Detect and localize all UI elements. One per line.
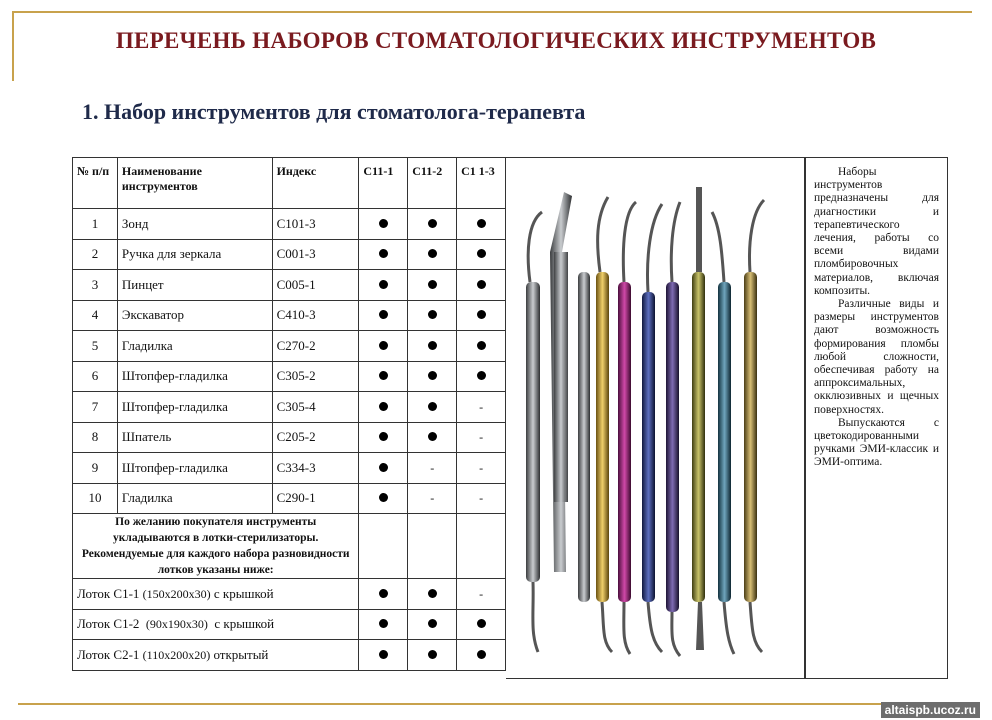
tray-label: Лоток С1-1 [77,585,143,601]
header-index: Индекс [272,158,359,209]
set-included-dot-icon [379,493,388,502]
cell-set-3 [457,300,506,331]
tray-set-1 [359,609,408,640]
set-included-dot-icon [477,280,486,289]
tray-type: открытый [210,646,269,662]
set-excluded-dash: - [479,430,484,445]
cell-set-3 [457,270,506,301]
cell-num: 10 [73,483,118,514]
set-excluded-dash: - [479,460,484,475]
cell-index: С305-2 [272,361,359,392]
table-row [73,483,506,514]
cell-set-2 [408,209,457,240]
cell-set-2 [408,483,457,514]
header-set-3: С1 1-3 [457,158,506,209]
cell-name: Экскаватор [117,300,272,331]
set-included-dot-icon [428,371,437,380]
set-included-dot-icon [379,619,388,628]
cell-num: 2 [73,239,118,270]
cell-name: Штопфер-гладилка [117,453,272,484]
cell-set-3 [457,239,506,270]
tray-row [73,640,506,671]
cell-set-1 [359,422,408,453]
table-row [73,300,506,331]
cell-index: С001-3 [272,239,359,270]
set-included-dot-icon [428,341,437,350]
header-set-1: С11-1 [359,158,408,209]
instrument-blue [642,204,662,652]
cell-num: 5 [73,331,118,362]
instrument-tweezers [550,192,572,572]
description-paragraph-3: Выпускаются с цветокодированными ручками ЭМИ-классик и ЭМИ-оптима. [814,416,939,469]
cell-index: С205-2 [272,422,359,453]
set-included-dot-icon [379,650,388,659]
cell-name: Пинцет [117,270,272,301]
cell-set-1 [359,270,408,301]
tray-note: По желанию покупателя инструменты укладываются в лотки-стерилизаторы. Рекомендуемые для каждого набора разновидности лотков указаны ниже: [73,514,359,579]
set-included-dot-icon [477,219,486,228]
table-row [73,331,506,362]
cell-set-3 [457,209,506,240]
note-empty-cell [408,514,457,579]
set-included-dot-icon [428,589,437,598]
cell-name: Шпатель [117,422,272,453]
cell-set-2 [408,270,457,301]
instrument-mirror-handle [578,272,590,602]
section-subtitle: 1. Набор инструментов для стоматолога-терапевта [82,99,586,124]
cell-num: 3 [73,270,118,301]
instrument-olive-spatula [692,187,705,650]
set-excluded-dash: - [479,399,484,414]
cell-name: Гладилка [117,483,272,514]
tray-type: с крышкой [207,616,275,632]
cell-set-3 [457,361,506,392]
cell-num: 4 [73,300,118,331]
cell-set-3 [457,331,506,362]
set-included-dot-icon [379,310,388,319]
header-name: Наименование инструментов [117,158,272,209]
tray-set-3 [457,609,506,640]
site-watermark: altaispb.ucoz.ru [881,702,980,718]
cell-index: С270-2 [272,331,359,362]
set-included-dot-icon [379,589,388,598]
set-included-dot-icon [477,371,486,380]
tray-set-1 [359,640,408,671]
set-included-dot-icon [428,402,437,411]
table-header-row [73,158,506,209]
set-included-dot-icon [428,219,437,228]
table-row [73,361,506,392]
cell-index: С334-3 [272,453,359,484]
cell-index: С305-4 [272,392,359,423]
instrument-probe [526,212,542,652]
cell-index: С101-3 [272,209,359,240]
cell-set-3 [457,483,506,514]
set-included-dot-icon [428,249,437,258]
frame-top-line [12,11,972,13]
set-included-dot-icon [379,432,388,441]
note-empty-cell [359,514,408,579]
cell-set-1 [359,361,408,392]
cell-name: Ручка для зеркала [117,239,272,270]
table-row [73,392,506,423]
set-included-dot-icon [477,650,486,659]
tray-set-2 [408,609,457,640]
set-included-dot-icon [379,371,388,380]
tray-label: Лоток С1-2 [77,616,146,632]
cell-num: 1 [73,209,118,240]
instrument-magenta [618,202,636,654]
set-included-dot-icon [428,619,437,628]
set-included-dot-icon [428,650,437,659]
set-excluded-dash: - [430,491,435,506]
set-included-dot-icon [428,310,437,319]
cell-num: 6 [73,361,118,392]
tray-name [73,609,359,640]
table-row [73,239,506,270]
cell-num: 8 [73,422,118,453]
set-included-dot-icon [379,402,388,411]
table-row [73,209,506,240]
cell-set-2 [408,361,457,392]
instrument-tan [744,200,764,652]
tray-type: с крышкой [210,585,274,601]
instruments-rows [73,209,506,671]
instruments-table [72,157,506,671]
set-included-dot-icon [477,341,486,350]
cell-set-2 [408,239,457,270]
tray-set-1 [359,579,408,610]
tray-dimensions: (110х200х20) [142,647,211,662]
tray-name [73,640,359,671]
header-set-2: С11-2 [408,158,457,209]
page-title: ПЕРЕЧЕНЬ НАБОРОВ СТОМАТОЛОГИЧЕСКИХ ИНСТРУМЕНТОВ [115,28,877,53]
cell-name: Штопфер-гладилка [117,361,272,392]
frame-bottom-line [18,703,972,705]
cell-set-2 [408,453,457,484]
cell-index: С410-3 [272,300,359,331]
tray-set-2 [408,579,457,610]
set-included-dot-icon [428,432,437,441]
tray-set-3 [457,579,506,610]
cell-set-1 [359,483,408,514]
instrument-purple [666,202,680,656]
set-excluded-dash: - [479,586,484,601]
cell-name: Гладилка [117,331,272,362]
instrument-teal [712,212,734,654]
tray-dimensions: (150х200х30) [142,586,211,601]
set-included-dot-icon [379,341,388,350]
tray-set-2 [408,640,457,671]
table-row [73,453,506,484]
cell-set-1 [359,209,408,240]
cell-set-1 [359,453,408,484]
cell-set-3 [457,453,506,484]
tray-name [73,579,359,610]
set-included-dot-icon [379,219,388,228]
cell-name: Штопфер-гладилка [117,392,272,423]
cell-set-3 [457,392,506,423]
description-panel [805,157,948,679]
set-included-dot-icon [428,280,437,289]
set-included-dot-icon [477,310,486,319]
table-row [73,422,506,453]
description-paragraph-1: Наборы инструментов предназначены для диагностики и терапевтического лечения, работы со всеми видами пломбировочных материалов, включая композиты. [814,166,939,297]
cell-num: 7 [73,392,118,423]
set-excluded-dash: - [479,491,484,506]
cell-set-2 [408,300,457,331]
set-included-dot-icon [379,280,388,289]
set-included-dot-icon [379,463,388,472]
instruments-photo [512,172,804,672]
cell-index: С290-1 [272,483,359,514]
cell-set-1 [359,392,408,423]
set-included-dot-icon [477,249,486,258]
cell-set-2 [408,331,457,362]
cell-set-3 [457,422,506,453]
set-included-dot-icon [477,619,486,628]
cell-set-1 [359,239,408,270]
tray-row [73,579,506,610]
tray-dimensions: (90х190х30) [145,617,208,632]
description-paragraph-2: Различные виды и размеры инструментов дают возможность формирования пломбы любой сложности, обеспечивая работу на аппроксимальных, окклюзивных и щечных поверхностях. [814,298,939,416]
note-empty-cell [457,514,506,579]
set-excluded-dash: - [430,460,435,475]
cell-name: Зонд [117,209,272,240]
cell-num: 9 [73,453,118,484]
instrument-gold [596,197,612,652]
tray-set-3 [457,640,506,671]
cell-set-2 [408,422,457,453]
table-row [73,270,506,301]
cell-set-1 [359,331,408,362]
cell-set-1 [359,300,408,331]
set-included-dot-icon [379,249,388,258]
photo-panel [506,157,805,679]
table-note-row [73,514,506,579]
cell-index: С005-1 [272,270,359,301]
tray-label: Лоток С2-1 [77,646,143,662]
cell-set-2 [408,392,457,423]
tray-row [73,609,506,640]
header-num: № п/п [73,158,118,209]
